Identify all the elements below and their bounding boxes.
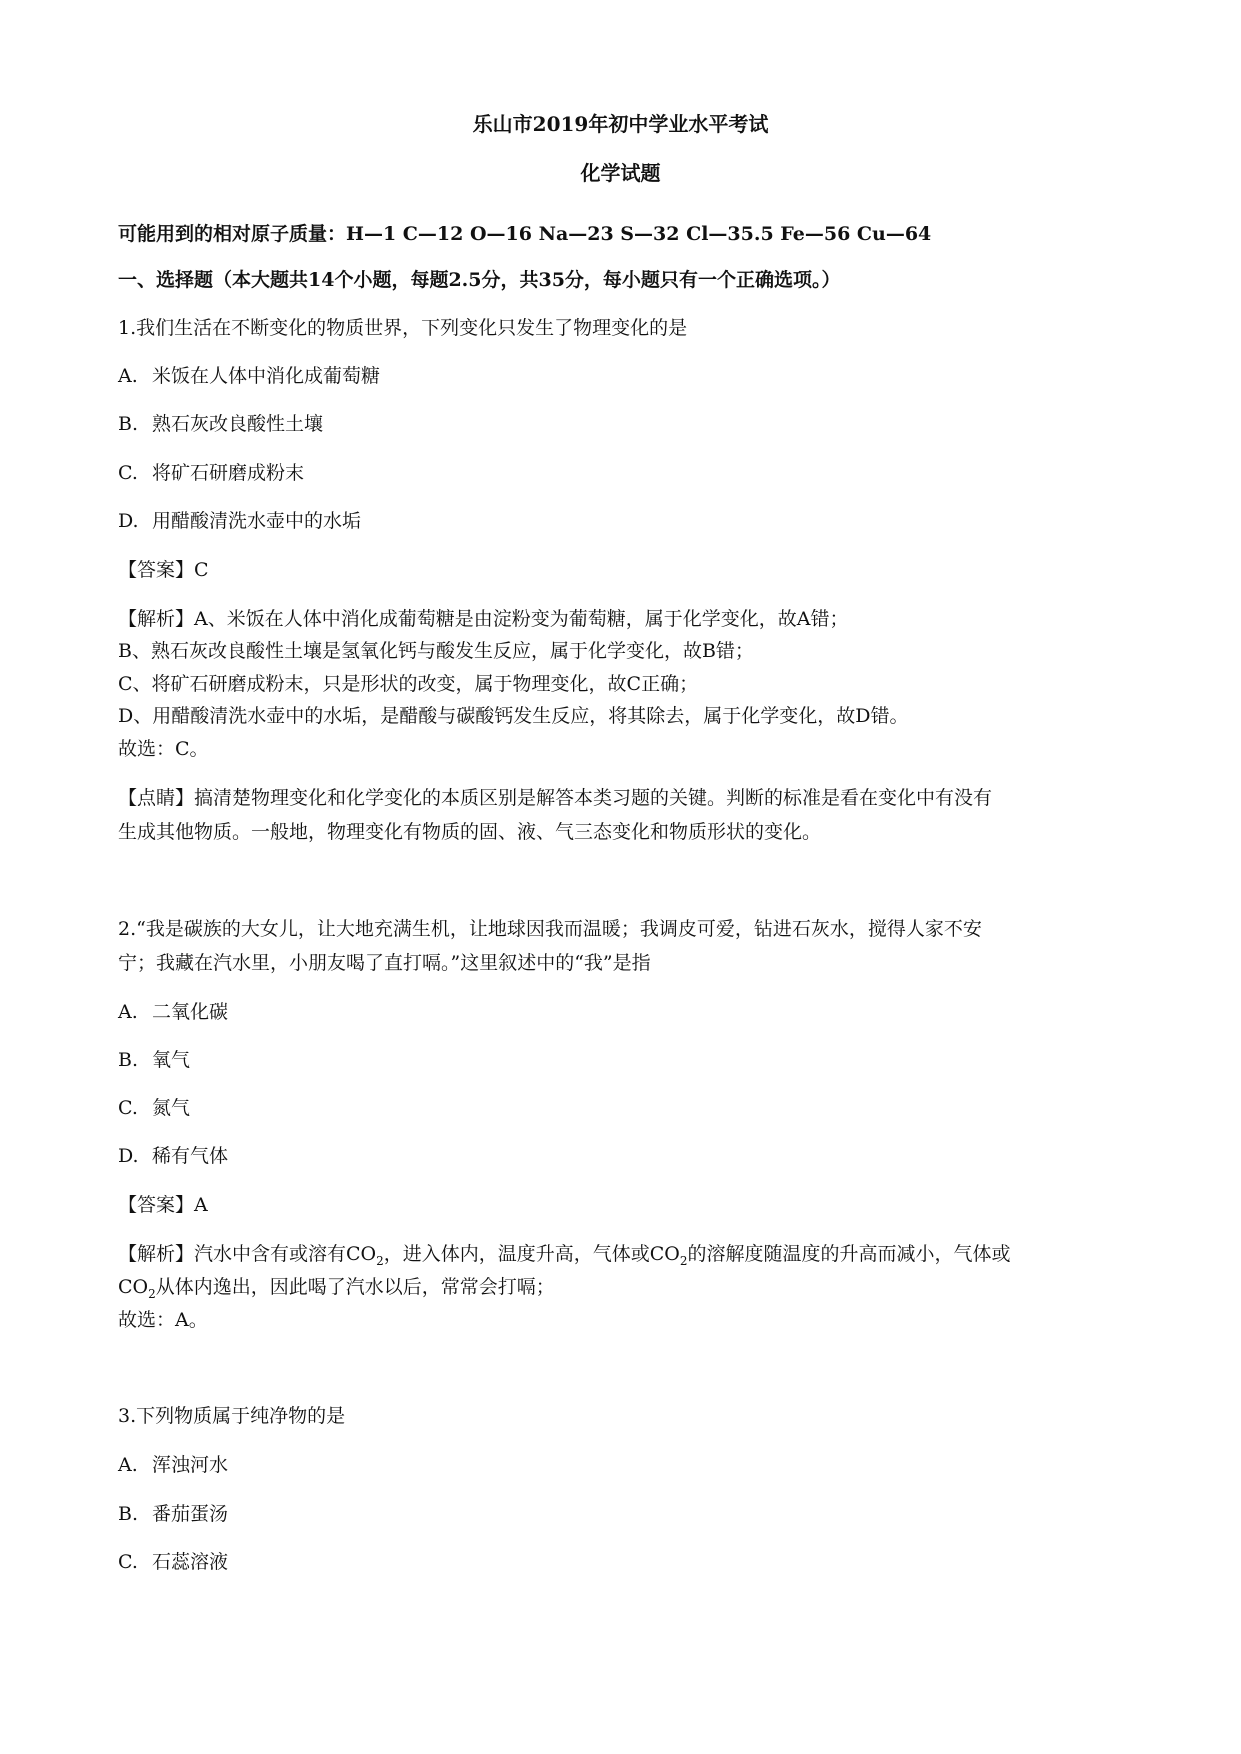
subscript: 2 — [148, 1286, 156, 1301]
question-1-answer: 【答案】C — [118, 559, 209, 581]
question-3-option-c — [118, 1548, 228, 1576]
subscript: 2 — [376, 1253, 384, 1268]
question-1-analysis-line: D、用醋酸清洗水壶中的水垢，是醋酸与碳酸钙发生反应，将其除去，属于化学变化，故D错。 — [118, 705, 909, 727]
option-letter: B. — [118, 413, 139, 435]
option-text: 将矿石研磨成粉末 — [152, 462, 305, 484]
question-3-stem: 3.下列物质属于纯净物的是 — [118, 1405, 346, 1427]
option-text: 用醋酸清洗水壶中的水垢 — [152, 510, 362, 532]
option-letter: B. — [118, 1049, 139, 1071]
question-3-option-b — [118, 1500, 228, 1528]
question-1-analysis-line: 【解析】A、米饭在人体中消化成葡萄糖是由淀粉变为葡萄糖，属于化学变化，故A错； — [118, 608, 849, 630]
option-letter: C. — [118, 1551, 138, 1573]
option-letter: A. — [118, 1001, 138, 1023]
question-2-option-b — [118, 1046, 190, 1074]
option-text: 氮气 — [152, 1097, 191, 1119]
atomic-masses: 可能用到的相对原子质量：H—1 C—12 O—16 Na—23 S—32 Cl—35.5 Fe—56 Cu—64 — [118, 223, 932, 245]
option-letter: B. — [118, 1503, 139, 1525]
section-title: 一、选择题（本大题共14个小题，每题2.5分，共35分，每小题只有一个正确选项。） — [118, 269, 841, 291]
option-letter: D. — [118, 1145, 139, 1167]
question-1-comment-line: 生成其他物质。一般地，物理变化有物质的固、液、气三态变化和物质形状的变化。 — [118, 821, 822, 843]
option-letter: A. — [118, 1454, 138, 1476]
question-2-option-c — [118, 1094, 190, 1122]
question-1-option-b — [118, 410, 323, 438]
question-2-analysis-line — [118, 1240, 1011, 1275]
question-2-option-a — [118, 998, 228, 1026]
analysis-text: 【解析】汽水中含有或溶有CO — [118, 1243, 377, 1265]
exam-subtitle: 化学试题 — [580, 161, 661, 185]
question-2-option-d — [118, 1142, 228, 1170]
option-text: 氧气 — [152, 1049, 191, 1071]
analysis-text: 的溶解度随温度的升高而减小，气体或 — [687, 1243, 1011, 1265]
option-letter: A. — [118, 365, 138, 387]
option-text: 熟石灰改良酸性土壤 — [152, 413, 324, 435]
option-text: 米饭在人体中消化成葡萄糖 — [152, 365, 381, 387]
question-1-analysis-line: B、熟石灰改良酸性土壤是氢氧化钙与酸发生反应，属于化学变化，故B错； — [118, 640, 754, 662]
option-letter: D. — [118, 510, 139, 532]
option-letter: C. — [118, 462, 138, 484]
analysis-text: ，进入体内，温度升高，气体或CO — [383, 1243, 680, 1265]
option-text: 石蕊溶液 — [152, 1551, 229, 1573]
option-letter: C. — [118, 1097, 138, 1119]
analysis-text: 从体内逸出，因此喝了汽水以后，常常会打嗝； — [155, 1276, 555, 1298]
question-2-answer: 【答案】A — [118, 1194, 208, 1216]
question-1-option-a — [118, 362, 380, 390]
question-1-analysis-line: C、将矿石研磨成粉末，只是形状的改变，属于物理变化，故C正确； — [118, 673, 699, 695]
option-text: 稀有气体 — [152, 1145, 229, 1167]
question-2-stem-line: 2.“我是碳族的大女儿，让大地充满生机，让地球因我而温暖；我调皮可爱，钻进石灰水，搅得人家不安 — [118, 918, 982, 940]
option-text: 浑浊河水 — [152, 1454, 229, 1476]
option-text: 番茄蛋汤 — [152, 1503, 229, 1525]
question-3-option-a — [118, 1451, 228, 1479]
question-2-stem-line: 宁；我藏在汽水里，小朋友喝了直打嗝。”这里叙述中的“我”是指 — [118, 952, 651, 974]
question-1-analysis-line: 故选：C。 — [118, 738, 209, 760]
exam-title: 乐山市2019年初中学业水平考试 — [472, 112, 769, 136]
question-1-stem: 1.我们生活在不断变化的物质世界，下列变化只发生了物理变化的是 — [118, 317, 688, 339]
option-text: 二氧化碳 — [152, 1001, 229, 1023]
question-1-comment-line: 【点睛】搞清楚物理变化和化学变化的本质区别是解答本类习题的关键。判断的标准是看在变化中有没有 — [118, 787, 993, 809]
analysis-text: CO — [118, 1276, 149, 1298]
question-2-analysis-line — [118, 1273, 555, 1308]
question-2-analysis-line: 故选：A。 — [118, 1309, 208, 1331]
subscript: 2 — [679, 1253, 688, 1268]
question-1-option-d — [118, 507, 361, 535]
question-1-option-c — [118, 459, 304, 487]
